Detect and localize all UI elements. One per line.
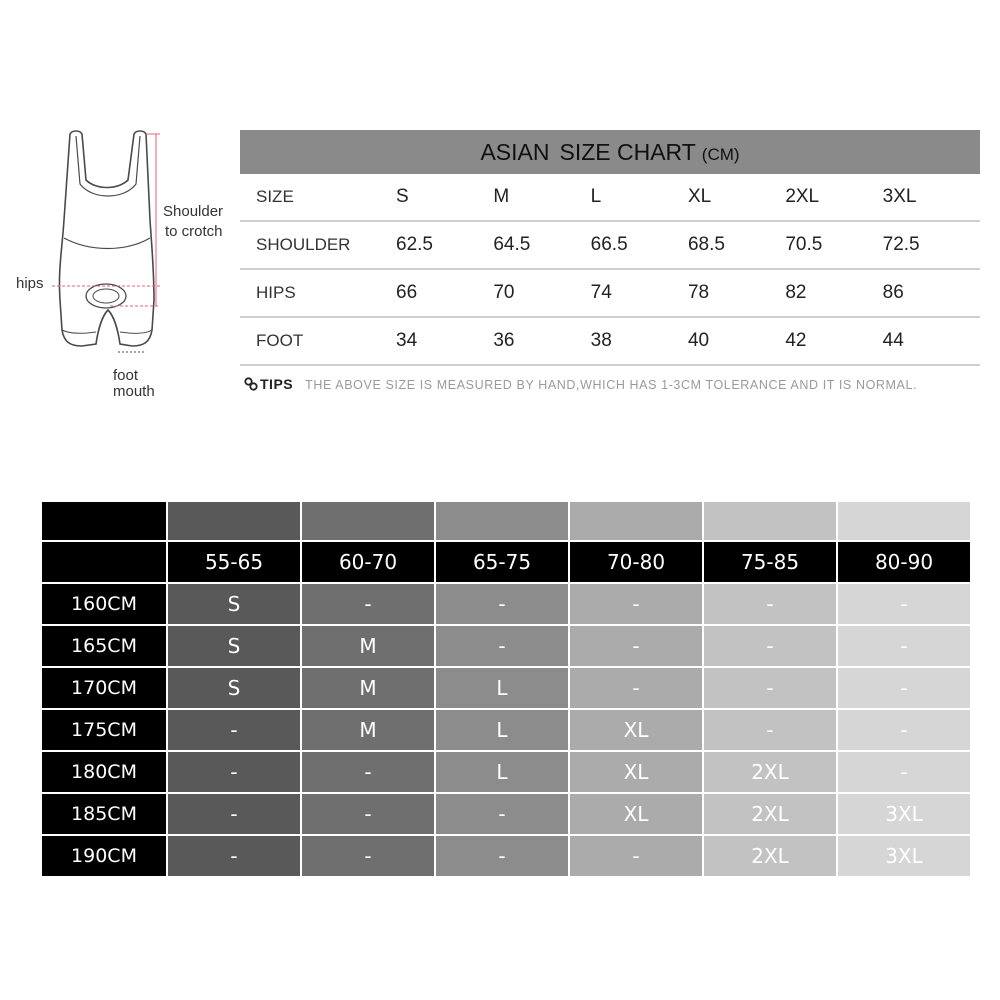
size-cell: 3XL [838,836,970,878]
size-cell: S [168,626,300,668]
weight-range-header: 70-80 [570,542,702,584]
size-cell: 2XL [704,836,836,878]
table-row [240,269,980,317]
table-cell: 66 [396,269,493,317]
row-label: HIPS [240,269,396,317]
size-cell: - [436,794,568,836]
size-cell: - [436,584,568,626]
size-cell: - [302,794,434,836]
size-col: 3XL [883,174,980,221]
table-cell: 70.5 [785,221,882,269]
weight-range-header: 75-85 [704,542,836,584]
size-cell: XL [570,752,702,794]
size-col: S [396,174,493,221]
size-cell: - [168,710,300,752]
table-cell: 86 [883,269,980,317]
height-row-label: 180CM [42,752,166,794]
table-cell: 72.5 [883,221,980,269]
weight-shade-band [436,502,568,542]
size-cell: - [838,668,970,710]
grid-corner-label [42,542,166,584]
size-cell: XL [570,710,702,752]
size-cell: - [570,836,702,878]
size-col: M [493,174,590,221]
size-col: XL [688,174,785,221]
table-cell: 70 [493,269,590,317]
size-cell: - [570,668,702,710]
grid-corner-top [42,502,166,542]
size-cell: - [570,626,702,668]
weight-range-header: 60-70 [302,542,434,584]
size-cell: - [168,752,300,794]
height-row-label: 190CM [42,836,166,878]
title-unit: (CM) [701,145,740,164]
table-cell: 44 [883,317,980,365]
weight-range-header: 80-90 [838,542,970,584]
size-cell: M [302,668,434,710]
weight-shade-band [168,502,300,542]
weight-range-header: 55-65 [168,542,300,584]
weight-shade-band [302,502,434,542]
size-header-label: SIZE [240,174,396,221]
size-cell: 3XL [838,794,970,836]
title-size-chart: SIZE CHART [559,139,696,165]
weight-shade-band [570,502,702,542]
size-cell: - [436,836,568,878]
size-cell: - [302,752,434,794]
table-cell: 74 [591,269,688,317]
foot-label: foot [113,367,139,384]
table-cell: 78 [688,269,785,317]
hips-label: hips [16,275,44,292]
size-cell: 2XL [704,752,836,794]
size-cell: 2XL [704,794,836,836]
height-row-label: 170CM [42,668,166,710]
size-cell: - [570,584,702,626]
size-cell: M [302,710,434,752]
tips-label: TIPS [260,376,294,392]
size-cell: S [168,584,300,626]
row-label: SHOULDER [240,221,396,269]
title-asian: ASIAN [480,139,550,165]
height-row-label: 175CM [42,710,166,752]
table-cell: 36 [493,317,590,365]
size-cell: L [436,752,568,794]
row-label: FOOT [240,317,396,365]
size-cell: - [168,836,300,878]
size-cell: S [168,668,300,710]
size-cell: - [838,752,970,794]
chain-link-icon [244,377,258,391]
size-header-row [240,174,980,221]
table-row [240,221,980,269]
size-cell: - [302,836,434,878]
table-cell: 34 [396,317,493,365]
size-measure-table [240,174,980,366]
table-cell: 42 [785,317,882,365]
size-col: 2XL [785,174,882,221]
weight-shade-band [704,502,836,542]
table-cell: 40 [688,317,785,365]
size-cell: - [838,710,970,752]
shoulder-label: Shoulder [163,203,224,220]
size-cell: XL [570,794,702,836]
size-col: L [591,174,688,221]
size-cell: - [704,584,836,626]
table-row [240,317,980,365]
table-cell: 66.5 [591,221,688,269]
weight-shade-band [838,502,970,542]
height-row-label: 160CM [42,584,166,626]
table-cell: 62.5 [396,221,493,269]
height-row-label: 165CM [42,626,166,668]
size-cell: L [436,668,568,710]
height-weight-size-grid [42,502,970,878]
table-cell: 64.5 [493,221,590,269]
size-cell: - [838,626,970,668]
mouth-label: mouth [113,383,155,400]
size-cell: - [302,584,434,626]
size-cell: L [436,710,568,752]
table-cell: 82 [785,269,882,317]
bib-shorts-diagram [0,120,240,410]
tips-text: THE ABOVE SIZE IS MEASURED BY HAND,WHICH HAS 1-3CM TOLERANCE AND IT IS NORMAL. [305,378,918,392]
to-crotch-label: to crotch [165,223,223,240]
size-cell: - [704,668,836,710]
size-cell: - [704,626,836,668]
asian-size-chart [240,130,980,366]
size-chart-title [240,130,980,174]
size-cell: - [704,710,836,752]
size-cell: M [302,626,434,668]
table-cell: 38 [591,317,688,365]
weight-range-header: 65-75 [436,542,568,584]
size-cell: - [436,626,568,668]
table-cell: 68.5 [688,221,785,269]
size-cell: - [168,794,300,836]
height-row-label: 185CM [42,794,166,836]
tips-note [244,376,984,396]
size-cell: - [838,584,970,626]
